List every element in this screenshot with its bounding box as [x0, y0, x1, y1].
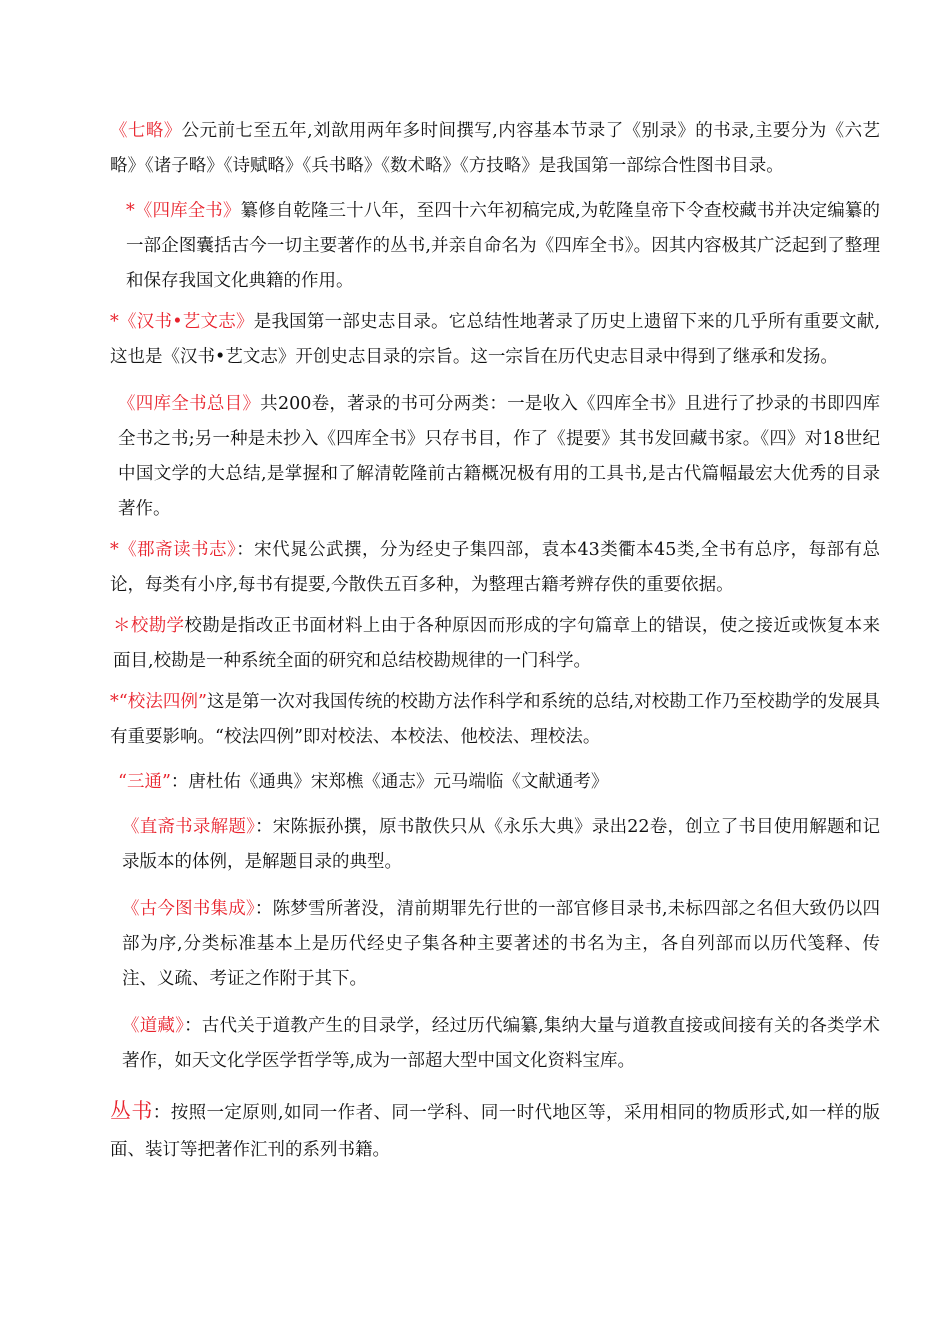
entry-text: 这是第一次对我国传统的校勘方法作科学和系统的总结,对校勘工作乃至校勘学的发展具有重要影响。“校法四例”即对校法、本校法、他校法、理校法。 — [110, 692, 880, 747]
entry-term: *“校法四例” — [110, 692, 207, 712]
entry-jiaokanxue — [110, 609, 880, 679]
entry-siku-quanshu-zongmu — [110, 387, 880, 527]
entry-term: 《古今图书集成》 — [122, 899, 255, 919]
entry-text: ：陈梦雪所著没，清前期罪先行世的一部官修目录书,未标四部之名但大致仍以四部为序,分类标准基本上是历代经史子集各种主要著述的书名为主，各自列部而以历代笺释、传注、义疏、考证之作附于其下。 — [122, 899, 881, 989]
entry-siku-quanshu — [110, 194, 880, 299]
entry-text: ：唐杜佑《通典》宋郑樵《通志》元马端临《文献通考》 — [170, 772, 609, 792]
entry-term: ＊校勘学 — [113, 616, 185, 636]
entry-term: “三通” — [118, 772, 171, 792]
entry-text: 公元前七至五年,刘歆用两年多时间撰写,内容基本节录了《别录》的书录,主要分为《六艺略》《诸子略》《诗赋略》《兵书略》《数术略》《方技略》是我国第一部综合性图书目录。 — [110, 121, 881, 176]
entry-hanshu-yiwenzhi — [110, 305, 880, 375]
entry-junzhai-dushuzhi — [110, 533, 880, 603]
entry-term: *《汉书•艺文志》 — [110, 312, 254, 332]
document-page — [110, 114, 880, 1169]
entry-term: 《道藏》 — [122, 1016, 185, 1036]
entry-santong — [110, 765, 880, 800]
entry-text: 校勘是指改正书面材料上由于各种原因而形成的字句篇章上的错误，使之接近或恢复本来面目,校勘是一种系统全面的研究和总结校勘规律的一门科学。 — [113, 616, 881, 671]
entry-text: 纂修自乾隆三十八年，至四十六年初稿完成,为乾隆皇帝下令查校藏书并决定编纂的一部企图囊括古今一切主要著作的丛书,并亲自命名为《四库全书》。因其内容极其广泛起到了整理和保存我国文化典籍的作用。 — [126, 201, 881, 291]
entry-text: ：古代关于道教产生的目录学，经过历代编纂,集纳大量与道教直接或间接有关的各类学术著作，如天文化学医学哲学等,成为一部超大型中国文化资料宝库。 — [122, 1016, 881, 1071]
entry-text: ：宋代晁公武撰，分为经史子集四部，袁本43类衢本45类,全书有总序，每部有总论，每类有小序,每书有提要,今散佚五百多种，为整理古籍考辨存佚的重要依据。 — [110, 540, 880, 595]
entry-term: 《四库全书总目》 — [118, 394, 261, 414]
entry-daozang — [110, 1009, 880, 1079]
entry-gujin-tushu-jicheng — [110, 892, 880, 997]
entry-zhizhai-shulu-jieti — [110, 810, 880, 880]
entry-text: 共200卷，著录的书可分两类：一是收入《四库全书》且进行了抄录的书即四库全书之书;另一种是未抄入《四库全书》只存书目，作了《提要》其书发回藏书家。《四》对18世纪中国文学的大总结,是掌握和了解清乾隆前古籍概况极有用的工具书,是古代篇幅最宏大优秀的目录著作。 — [118, 394, 881, 519]
entry-term: *《郡斋读书志》 — [110, 540, 237, 560]
entry-text: ：按照一定原则,如同一作者、同一学科、同一时代地区等，采用相同的物质形式,如一样的版面、装订等把著作汇刊的系列书籍。 — [110, 1103, 881, 1160]
entry-congshu — [110, 1093, 880, 1169]
entry-term: 《直斋书录解题》 — [122, 817, 256, 837]
entry-jiaofa-sili — [110, 685, 880, 755]
entry-term: 《七略》 — [110, 121, 182, 141]
entry-text: 是我国第一部史志目录。它总结性地著录了历史上遗留下来的几乎所有重要文献,这也是《汉书•艺文志》开创史志目录的宗旨。这一宗旨在历代史志目录中得到了继承和发扬。 — [110, 312, 881, 367]
entry-text: ：宋陈振孙撰，原书散佚只从《永乐大典》录出22卷，创立了书目使用解题和记录版本的体例，是解题目录的典型。 — [122, 817, 881, 872]
entry-qilue — [110, 114, 880, 184]
entry-term: 丛书 — [110, 1099, 153, 1123]
entry-term: *《四库全书》 — [126, 201, 241, 221]
